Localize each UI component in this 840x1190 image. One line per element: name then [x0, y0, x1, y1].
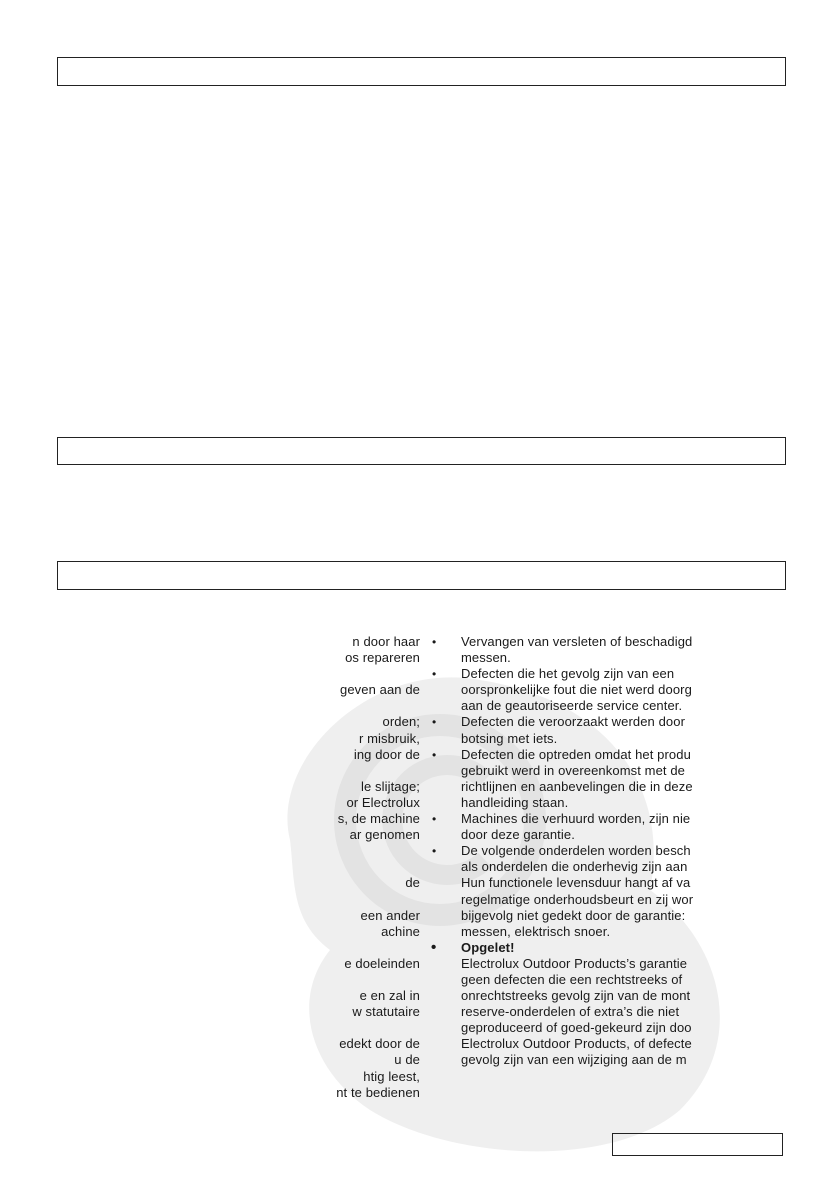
list-item	[432, 666, 732, 714]
left-text-line: geven aan de	[340, 682, 420, 698]
list-item-text: geproduceerd of goed-gekeurd zijn doo	[461, 1020, 692, 1036]
list-item-text: Electrolux Outdoor Products’s garantie	[461, 955, 688, 971]
list-item-text: gebruikt werd in overeenkomst met de	[461, 762, 685, 778]
left-text-line: w statutaire	[352, 1004, 420, 1020]
left-text-line: le slijtage;	[360, 778, 420, 794]
list-item-heading: Opgelet!	[461, 939, 515, 955]
bullet-icon: •	[432, 844, 437, 859]
list-item-text: Electrolux Outdoor Products, of defecte	[461, 1036, 692, 1052]
list-item-text: bijgevolg niet gedekt door de garantie:	[461, 907, 686, 923]
left-text-line: u de	[394, 1052, 420, 1068]
list-item-text: onrechtstreeks gevolg zijn van de mont	[461, 988, 691, 1004]
right-bullet-list	[432, 634, 732, 1069]
list-item-text: messen, elektrisch snoer.	[461, 923, 611, 939]
left-text-line: os repareren	[345, 650, 420, 666]
left-text-line: ing door de	[353, 746, 420, 762]
bullet-icon: •	[432, 715, 437, 730]
left-text-line	[280, 972, 420, 988]
list-item	[432, 747, 732, 811]
left-text-line: ar genomen	[349, 827, 420, 843]
left-text-line: s, de machine	[337, 811, 420, 827]
section-header-box-2	[57, 437, 786, 465]
left-text-column	[280, 634, 420, 1101]
left-text-line: e en zal in	[359, 988, 420, 1004]
footer-box	[612, 1133, 783, 1156]
left-text-line	[280, 763, 420, 779]
left-text-line: een ander	[360, 907, 420, 923]
left-text-line: edekt door de	[339, 1036, 420, 1052]
left-text-line	[280, 666, 420, 682]
list-item-text: geen defecten die een rechtstreeks of	[461, 971, 683, 987]
bullet-icon: •	[432, 812, 437, 827]
left-text-line	[280, 940, 420, 956]
bullet-icon: •	[432, 635, 437, 649]
list-item-text: gevolg zijn van een wijziging aan de m	[461, 1052, 687, 1068]
list-item-text: reserve-onderdelen of extra’s die niet	[461, 1004, 680, 1020]
list-item	[432, 634, 732, 666]
left-text-line	[280, 698, 420, 714]
left-text-line	[280, 892, 420, 908]
left-text-line: htig leest,	[363, 1068, 420, 1084]
left-text-line: de	[405, 875, 420, 891]
list-item-text: regelmatige onderhoudsbeurt en zij wor	[461, 891, 694, 907]
list-item-text: Defecten die het gevolg zijn van een	[461, 666, 675, 682]
list-item-text: als onderdelen die onderhevig zijn aan	[461, 859, 688, 875]
section-header-box-1	[57, 57, 786, 86]
list-item-text: Defecten die optreden omdat het produ	[461, 746, 691, 762]
bullet-icon: •	[432, 747, 437, 762]
list-item	[432, 714, 732, 746]
list-item-text: oorspronkelijke fout die niet werd doorg	[461, 682, 692, 698]
list-item-text: botsing met iets.	[461, 730, 558, 746]
section-header-box-3	[57, 561, 786, 590]
list-item	[432, 940, 732, 1069]
bullet-icon: •	[432, 667, 437, 682]
left-text-line: nt te bedienen	[336, 1084, 420, 1100]
left-text-line: r misbruik,	[358, 730, 420, 746]
list-item-text: Vervangen van versleten of beschadigd	[461, 634, 693, 649]
left-text-line	[280, 843, 420, 859]
left-text-line	[280, 859, 420, 875]
left-text-line: achine	[381, 923, 420, 939]
list-item-text: handleiding staan.	[461, 794, 569, 810]
list-item-text: Defecten die veroorzaakt werden door	[461, 714, 686, 730]
left-text-line: e doeleinden	[344, 955, 420, 971]
list-item-text: aan de geautoriseerde service center.	[461, 698, 683, 714]
list-item-text: richtlijnen en aanbevelingen die in deze	[461, 778, 693, 794]
left-text-line: n door haar	[352, 634, 420, 649]
left-text-line: orden;	[382, 714, 420, 730]
list-item	[432, 811, 732, 843]
list-item-text: Hun functionele levensduur hangt af va	[461, 875, 691, 891]
list-item-text: De volgende onderdelen worden besch	[461, 843, 691, 859]
left-text-line	[280, 1020, 420, 1036]
list-item	[432, 843, 732, 940]
list-item-text: Machines die verhuurd worden, zijn nie	[461, 811, 691, 827]
list-item-text: messen.	[461, 650, 511, 666]
bullet-icon: •	[431, 938, 437, 956]
left-text-line: or Electrolux	[346, 794, 420, 810]
list-item-text: door deze garantie.	[461, 827, 575, 843]
